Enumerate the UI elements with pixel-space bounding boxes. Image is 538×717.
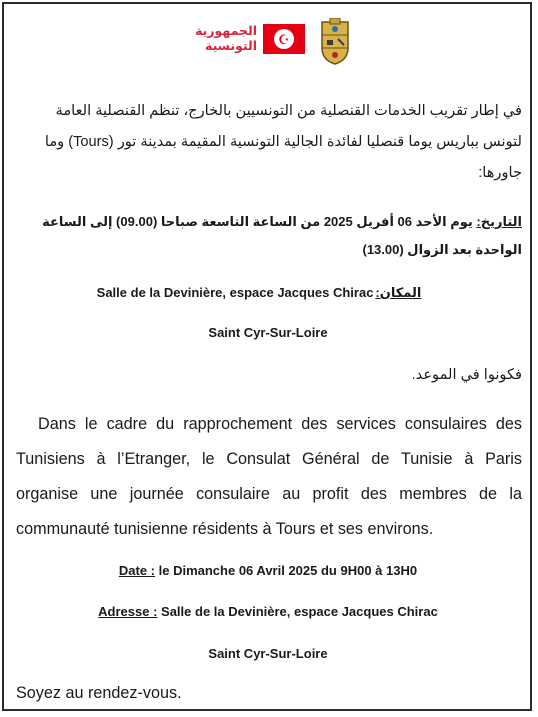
arabic-city: Saint Cyr-Sur-Loire	[208, 325, 328, 340]
coat-of-arms-icon	[318, 18, 352, 66]
arabic-date-label: التاريخ:	[476, 214, 522, 229]
french-city: Saint Cyr-Sur-Loire	[208, 646, 328, 661]
arabic-place	[14, 283, 504, 303]
french-date	[14, 563, 522, 578]
republic-brand	[195, 24, 305, 54]
arabic-closing: فكونوا في الموعد.	[411, 367, 522, 383]
french-address-label: Adresse :	[98, 604, 158, 619]
french-address	[14, 604, 522, 619]
french-closing: Soyez au rendez-vous.	[16, 684, 182, 702]
tunisian-flag-icon	[263, 24, 305, 54]
brand-line-1: الجمهورية	[195, 24, 257, 38]
brand-text	[195, 24, 257, 54]
arabic-date-value: يوم الأحد 06 أفريل 2025 من الساعة التاسعة صباحا (09.00) إلى الساعة الواحدة بعد الزوال (13.00)	[42, 214, 522, 257]
arabic-intro: في إطار تقريب الخدمات القنصلية من التونسيين بالخارج، تنظم القنصلية العامة لتونس بباريس يوما قنصليا لفائدة الجالية التونسية المقيمة بمدينة تور (Tours) وما جاورها:	[44, 103, 522, 181]
crescent-star-icon: ☪	[274, 29, 294, 49]
french-date-value: le Dimanche 06 Avril 2025 du 9H00 à 13H0	[155, 563, 418, 578]
arabic-place-label: المكان:	[375, 285, 422, 300]
french-date-label: Date :	[118, 563, 156, 578]
arabic-date	[14, 208, 522, 264]
french-paragraph: Dans le cadre du rapprochement des services consulaires des Tunisiens à l’Etranger, le Consulat Général de Tunisie à Paris organise une journée consulaire au profit des membres de la communauté tunisienne résidents à Tours et ses environs.	[16, 415, 522, 538]
french-address-value: Salle de la Devinière, espace Jacques Chirac	[157, 604, 438, 619]
brand-line-2: التونسية	[204, 39, 257, 53]
arabic-place-value: Salle de la Devinière, espace Jacques Chirac	[96, 285, 374, 300]
